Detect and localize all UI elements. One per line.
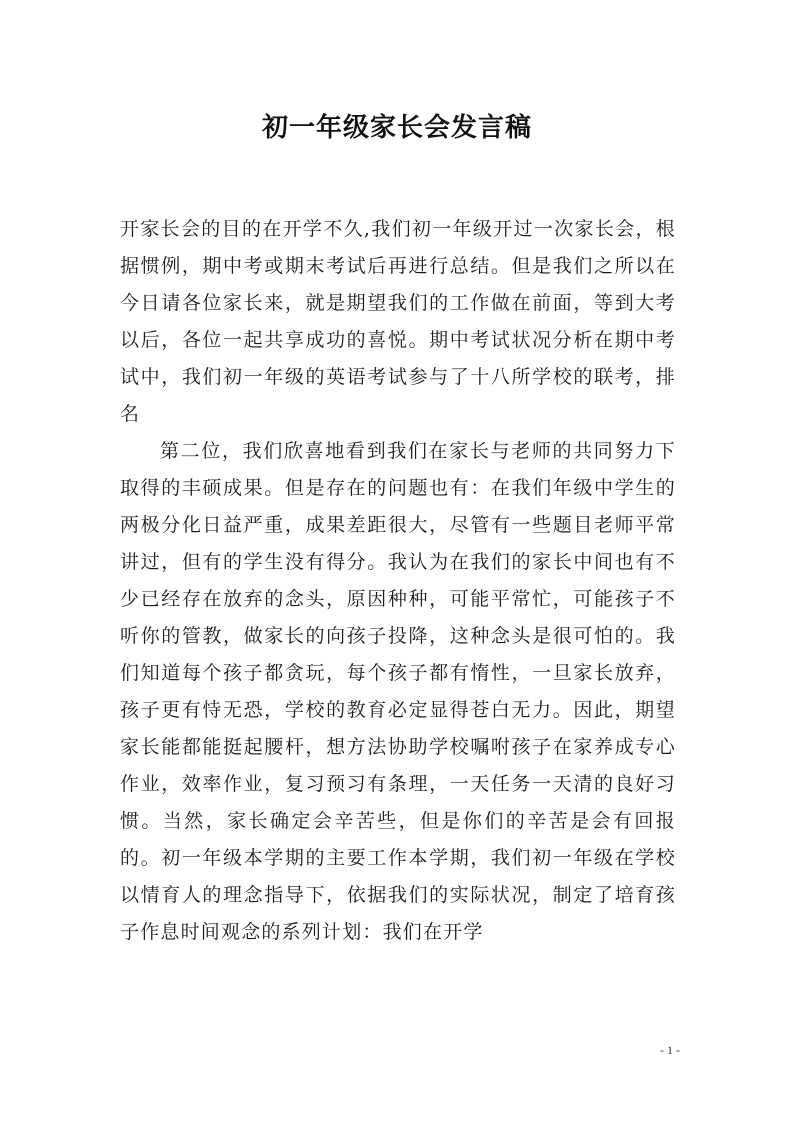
paragraph-1: 开家长会的目的在开学不久,我们初一年级开过一次家长会，根据惯例，期中考或期末考试后再进行总结。但是我们之所以在今日请各位家长来，就是期望我们的工作做在前面，等到大考以后，各位一起共享成功的喜悦。期中考试状况分析在期中考试中，我们初一年级的英语考试参与了十八所学校的联考，排名 bbox=[120, 218, 676, 425]
document-title: 初一年级家长会发言稿 bbox=[261, 113, 532, 143]
paragraph-2: 第二位，我们欣喜地看到我们在家长与老师的共同努力下取得的丰硕成果。但是存在的问题也有：在我们年级中学生的两极分化日益严重，成果差距很大，尽管有一些题目老师平常讲过，但有的学生没有得分。我认为在我们的家长中间也有不少已经存在放弃的念头，原因种种，可能平常忙，可能孩子不听你的管教，做家长的向孩子投降，这种念头是很可怕的。我们知道每个孩子都贪玩，每个孩子都有惰性，一旦家长放弃，孩子更有恃无恐，学校的教育必定显得苍白无力。因此，期望家长能都能挺起腰杆，想方法协助学校嘱咐孩子在家养成专心作业，效率作业，复习预习有条理，一天任务一天清的良好习惯。当然，家长确定会辛苦些，但是你们的辛苦是会有回报的。初一年级本学期的主要工作本学期，我们初一年级在学校以情育人的理念指导下，依据我们的实际状况，制定了培育孩子作息时间观念的系列计划：我们在开学 bbox=[120, 440, 676, 943]
page-number: - 1 - bbox=[660, 1043, 680, 1057]
document-body bbox=[120, 211, 676, 951]
